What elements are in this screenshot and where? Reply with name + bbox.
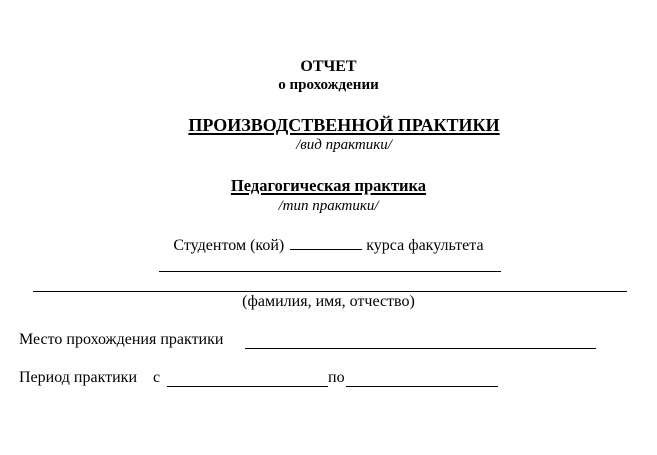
period-to-label: по <box>328 369 345 386</box>
practice-kind-text: ПРОИЗВОДСТВЕННОЙ ПРАКТИКИ <box>188 115 500 135</box>
period-from-field[interactable] <box>167 386 328 387</box>
fio-blank-field[interactable] <box>33 291 627 292</box>
fio-caption: (фамилия, имя, отчество) <box>242 293 415 310</box>
period-label: Период практики <box>19 369 138 386</box>
place-label: Место прохождения практики <box>19 331 224 348</box>
place-blank-field[interactable] <box>245 348 596 349</box>
student-line <box>0 235 657 255</box>
period-row <box>19 369 137 387</box>
report-title: ОТЧЕТ <box>300 58 357 75</box>
period-from-label: с <box>153 369 161 386</box>
practice-type-text: Педагогическая практика <box>230 176 427 195</box>
practice-kind-value <box>176 115 512 136</box>
report-subtitle: о прохождении <box>278 77 379 93</box>
faculty-blank-field[interactable] <box>159 271 501 272</box>
practice-kind-caption: /вид практики/ <box>296 137 392 153</box>
student-suffix: курса факультета <box>366 237 484 254</box>
course-blank-field[interactable] <box>290 235 362 250</box>
place-row <box>19 331 223 349</box>
practice-type-value <box>0 176 657 196</box>
student-prefix: Студентом (кой) <box>173 237 285 254</box>
period-to-field[interactable] <box>346 386 498 387</box>
practice-type-caption: /тип практики/ <box>278 198 379 214</box>
